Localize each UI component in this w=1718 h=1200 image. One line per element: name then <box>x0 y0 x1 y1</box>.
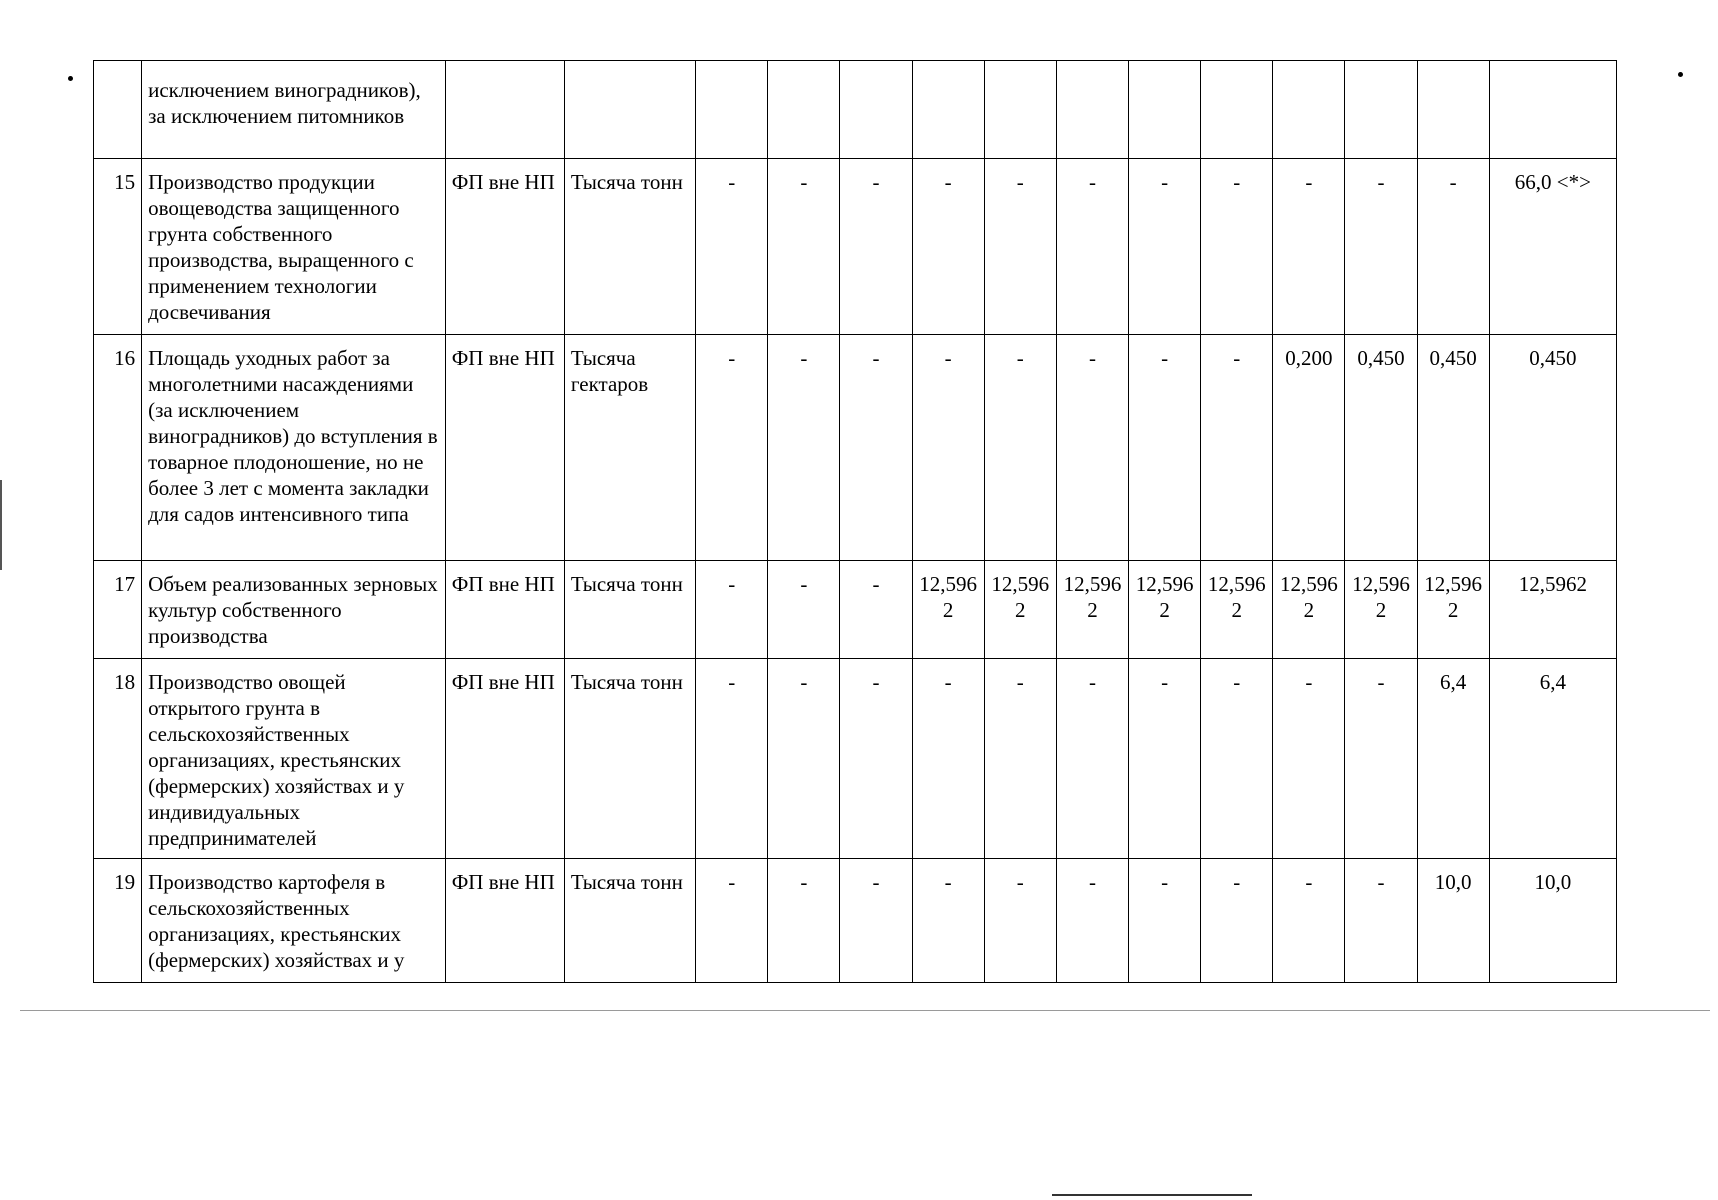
value-cell: 10,0 <box>1417 859 1489 983</box>
value-cell <box>984 61 1056 159</box>
value-cell: 12,5962 <box>1056 561 1128 659</box>
value-cell: - <box>1345 159 1417 335</box>
value-cell <box>840 61 912 159</box>
final-value-cell: 0,450 <box>1489 335 1616 561</box>
value-cell: - <box>840 561 912 659</box>
value-cell: - <box>1345 659 1417 859</box>
value-cell: - <box>768 335 840 561</box>
value-cell: 12,5962 <box>1417 561 1489 659</box>
basis-cell: ФП вне НП <box>445 561 564 659</box>
value-cell: 6,4 <box>1417 659 1489 859</box>
unit-cell: Тысяча тонн <box>564 561 695 659</box>
indicator-name: Площадь уходных работ за многолетними насаждениями (за исключением виноградников) до вступления в товарное плодоношение, но не более 3 лет с момента закладки для садов интенсивного типа <box>142 335 446 561</box>
table-row <box>94 159 1617 335</box>
value-cell: - <box>1273 159 1345 335</box>
basis-cell: ФП вне НП <box>445 859 564 983</box>
value-cell: - <box>1129 659 1201 859</box>
value-cell: - <box>1273 859 1345 983</box>
unit-cell: Тысяча тонн <box>564 859 695 983</box>
value-cell: - <box>1201 659 1273 859</box>
value-cell: - <box>768 159 840 335</box>
value-cell <box>1273 61 1345 159</box>
scan-speck <box>68 76 73 81</box>
value-cell: - <box>1056 859 1128 983</box>
table-row <box>94 561 1617 659</box>
scan-edge-mark <box>0 480 2 570</box>
row-number: 15 <box>94 159 142 335</box>
value-cell <box>912 61 984 159</box>
signature-line <box>1052 1194 1252 1196</box>
indicator-name: Производство картофеля в сельскохозяйственных организациях, крестьянских (фермерских) хозяйствах и у <box>142 859 446 983</box>
value-cell <box>1201 61 1273 159</box>
indicator-name: Производство продукции овощеводства защищенного грунта собственного производства, выращенного с применением технологии досвечивания <box>142 159 446 335</box>
value-cell: - <box>1056 659 1128 859</box>
basis-cell: ФП вне НП <box>445 659 564 859</box>
row-number: 19 <box>94 859 142 983</box>
value-cell: 12,5962 <box>1129 561 1201 659</box>
indicator-name: Объем реализованных зерновых культур собственного производства <box>142 561 446 659</box>
value-cell: - <box>1056 159 1128 335</box>
final-value-cell <box>1489 61 1616 159</box>
value-cell: 12,5962 <box>1345 561 1417 659</box>
value-cell: - <box>912 335 984 561</box>
table-row <box>94 335 1617 561</box>
value-cell <box>1056 61 1128 159</box>
value-cell: 0,450 <box>1345 335 1417 561</box>
value-cell: - <box>1345 859 1417 983</box>
scan-noise-line <box>20 1010 1710 1011</box>
unit-cell: Тысяча тонн <box>564 159 695 335</box>
value-cell: - <box>1417 159 1489 335</box>
value-cell <box>1129 61 1201 159</box>
value-cell <box>696 61 768 159</box>
value-cell: - <box>1129 159 1201 335</box>
value-cell: - <box>768 859 840 983</box>
final-value-cell: 66,0 <*> <box>1489 159 1616 335</box>
value-cell: - <box>696 659 768 859</box>
value-cell: - <box>840 335 912 561</box>
indicators-table <box>93 60 1617 983</box>
indicator-name: исключением виноградников), за исключением питомников <box>142 61 446 159</box>
value-cell: - <box>1129 335 1201 561</box>
value-cell <box>768 61 840 159</box>
value-cell: - <box>984 859 1056 983</box>
indicator-name: Производство овощей открытого грунта в сельскохозяйственных организациях, крестьянских (фермерских) хозяйствах и у индивидуальных предпринимателей <box>142 659 446 859</box>
row-number <box>94 61 142 159</box>
value-cell: - <box>1201 859 1273 983</box>
unit-cell <box>564 61 695 159</box>
value-cell: 12,5962 <box>1273 561 1345 659</box>
value-cell: - <box>984 335 1056 561</box>
value-cell: - <box>984 659 1056 859</box>
table-row <box>94 859 1617 983</box>
final-value-cell: 6,4 <box>1489 659 1616 859</box>
value-cell: - <box>912 859 984 983</box>
value-cell: - <box>768 659 840 859</box>
table-row <box>94 61 1617 159</box>
table-row <box>94 659 1617 859</box>
value-cell <box>1417 61 1489 159</box>
value-cell: - <box>840 159 912 335</box>
value-cell: - <box>696 159 768 335</box>
final-value-cell: 10,0 <box>1489 859 1616 983</box>
value-cell <box>1345 61 1417 159</box>
value-cell: - <box>912 659 984 859</box>
basis-cell <box>445 61 564 159</box>
value-cell: - <box>696 335 768 561</box>
row-number: 17 <box>94 561 142 659</box>
basis-cell: ФП вне НП <box>445 159 564 335</box>
value-cell: - <box>1273 659 1345 859</box>
value-cell: - <box>696 561 768 659</box>
value-cell: - <box>696 859 768 983</box>
value-cell: - <box>768 561 840 659</box>
value-cell: - <box>1129 859 1201 983</box>
value-cell: 12,5962 <box>912 561 984 659</box>
value-cell: - <box>984 159 1056 335</box>
value-cell: 12,5962 <box>1201 561 1273 659</box>
unit-cell: Тысяча тонн <box>564 659 695 859</box>
value-cell: - <box>840 859 912 983</box>
basis-cell: ФП вне НП <box>445 335 564 561</box>
value-cell: - <box>1201 159 1273 335</box>
value-cell: - <box>1056 335 1128 561</box>
row-number: 18 <box>94 659 142 859</box>
unit-cell: Тысяча гектаров <box>564 335 695 561</box>
final-value-cell: 12,5962 <box>1489 561 1616 659</box>
value-cell: 0,450 <box>1417 335 1489 561</box>
value-cell: 12,5962 <box>984 561 1056 659</box>
value-cell: 0,200 <box>1273 335 1345 561</box>
row-number: 16 <box>94 335 142 561</box>
value-cell: - <box>1201 335 1273 561</box>
value-cell: - <box>840 659 912 859</box>
scan-speck <box>1678 72 1683 77</box>
value-cell: - <box>912 159 984 335</box>
